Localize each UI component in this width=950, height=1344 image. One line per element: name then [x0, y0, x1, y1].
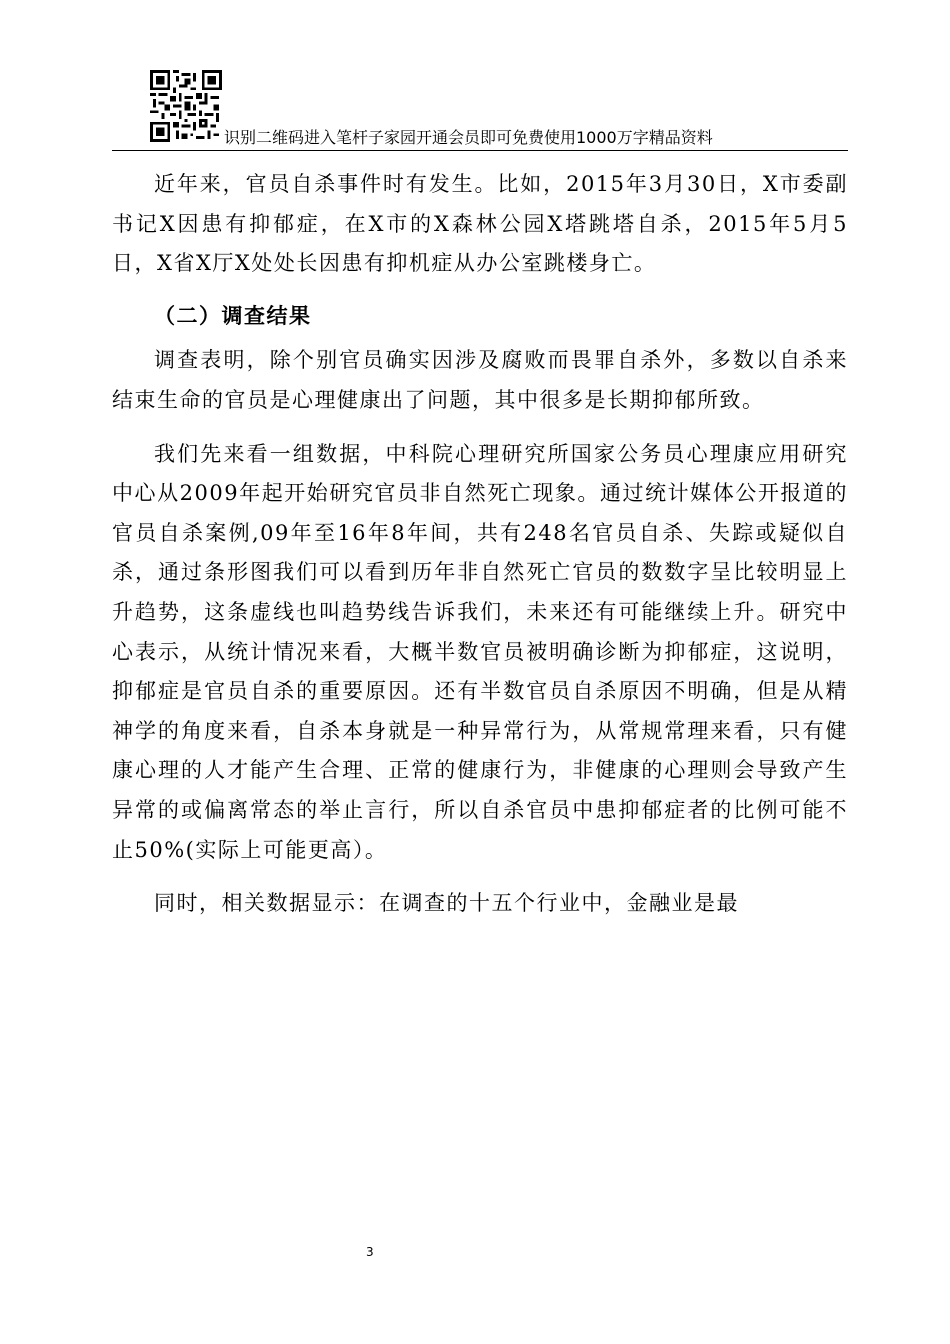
qr-code-icon	[150, 70, 222, 142]
paragraph-3: 我们先来看一组数据，中科院心理研究所国家公务员心理康应用研究中心从2009年起开始研究官员非自然死亡现象。通过统计媒体公开报道的官员自杀案例,09年至16年8年间，共有248名官员自杀、失踪或疑似自杀，通过条形图我们可以看到历年非自然死亡官员的数数字呈比较明显上升趋势，这条虚线也叫趋势线告诉我们，未来还有可能继续上升。研究中心表示，从统计情况来看，大概半数官员被明确诊断为抑郁症，这说明，抑郁症是官员自杀的重要原因。还有半数官员自杀原因不明确，但是从精神学的角度来看，自杀本身就是一种异常行为，从常规常理来看，只有健康心理的人才能产生合理、正常的健康行为，非健康的心理则会导致产生异常的或偏离常态的举止言行，所以自杀官员中患抑郁症者的比例可能不止50%(实际上可能更高）。	[112, 441, 848, 862]
header-divider	[112, 150, 848, 151]
paragraph-4: 同时，相关数据显示：在调查的十五个行业中，金融业是最	[154, 891, 739, 916]
section-heading: （二）调查结果	[154, 302, 312, 328]
header-promo-text: 识别二维码进入笔杆子家园开通会员即可免费使用1000万字精品资料	[224, 128, 713, 147]
document-body	[112, 165, 848, 924]
paragraph-2: 调查表明，除个别官员确实因涉及腐败而畏罪自杀外，多数以自杀来结束生命的官员是心理健康出了问题，其中很多是长期抑郁所致。	[112, 348, 848, 412]
page-number: 3	[366, 1245, 374, 1259]
paragraph-1: 近年来，官员自杀事件时有发生。比如，2015年3月30日，X市委副书记X因患有抑郁症，在X市的X森林公园X塔跳塔自杀，2015年5月5日，X省X厅X处处长因患有抑机症从办公室跳楼身亡。	[112, 172, 848, 276]
